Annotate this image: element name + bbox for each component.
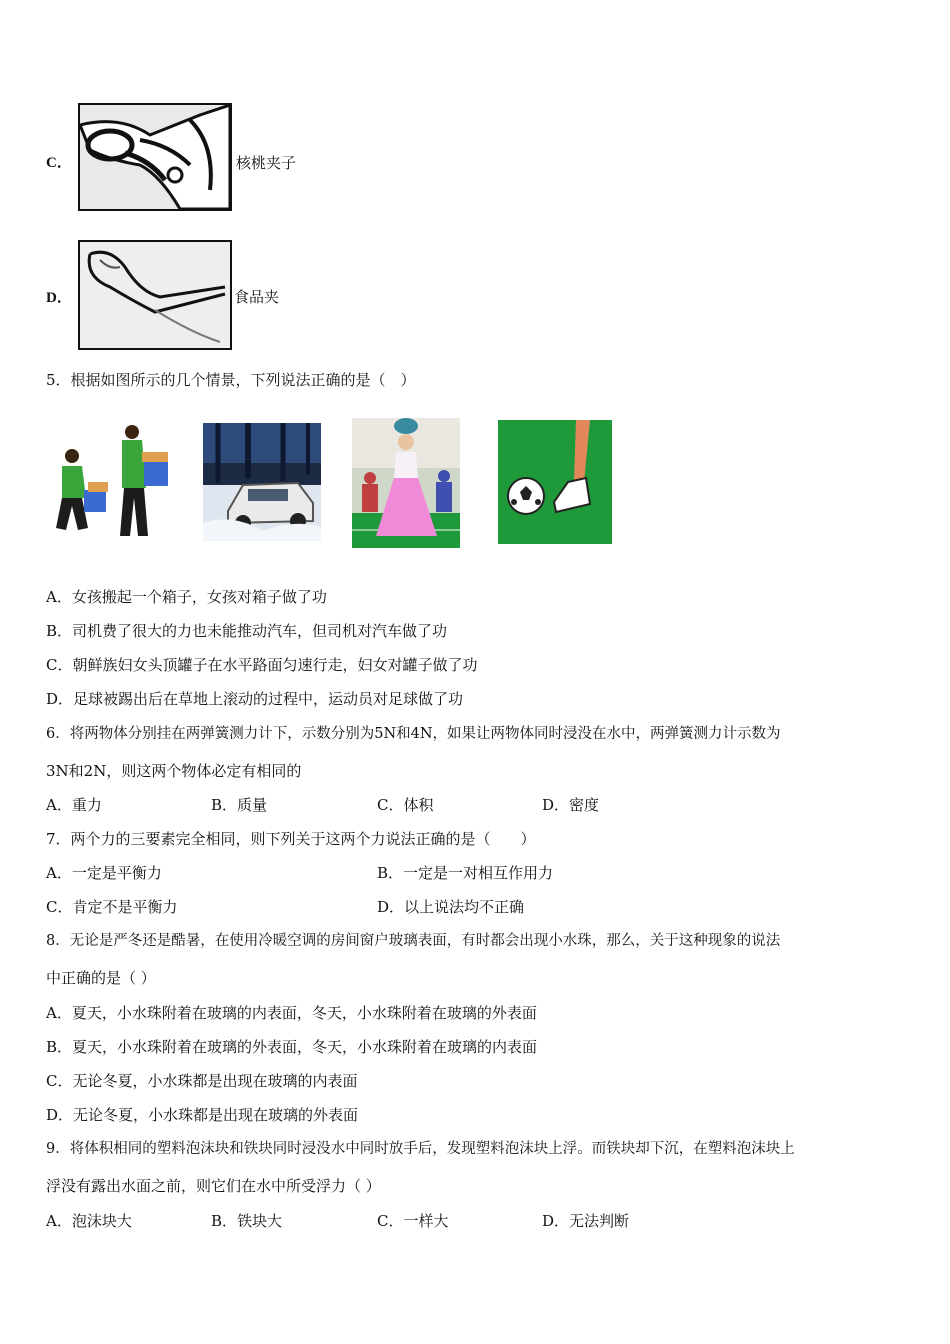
q6-option-c: C．体积	[377, 796, 434, 814]
food-tongs-image	[78, 240, 232, 350]
kicking-ball-image	[498, 420, 612, 544]
q5-option-c: C．朝鲜族妇女头顶罐子在水平路面匀速行走，妇女对罐子做了功	[46, 656, 478, 674]
q7-option-c: C．肯定不是平衡力	[46, 898, 178, 916]
woman-carrying-jar-image	[352, 418, 460, 548]
q5-stem: 5．根据如图所示的几个情景，下列说法正确的是（ ）	[46, 371, 416, 389]
q5-option-b: B．司机费了很大的力也未能推动汽车，但司机对汽车做了功	[46, 622, 448, 640]
girl-lifting-box-icon	[50, 418, 175, 543]
q9-option-c: C．一样大	[377, 1212, 449, 1230]
option-d-letter: D．	[46, 290, 72, 306]
kicking-ball-icon	[498, 420, 612, 544]
woman-carrying-jar-icon	[352, 418, 460, 548]
q7-option-b: B．一定是一对相互作用力	[377, 864, 554, 882]
q9-option-a: A．泡沫块大	[46, 1212, 132, 1230]
q7-stem: 7．两个力的三要素完全相同，则下列关于这两个力说法正确的是（ ）	[46, 830, 536, 848]
car-in-snow-image	[203, 423, 321, 541]
q9-stem-line1: 9．将体积相同的塑料泡沫块和铁块同时浸没水中同时放手后，发现塑料泡沫块上浮。而铁块却下沉，在塑料泡沫块上	[46, 1141, 795, 1157]
option-c-caption: 核桃夹子	[236, 154, 297, 172]
food-tongs-icon	[80, 242, 230, 348]
q7-option-d: D．以上说法均不正确	[377, 898, 525, 916]
q8-stem-line2: 中正确的是（ ）	[46, 969, 156, 987]
option-c-letter: C．	[46, 155, 72, 171]
car-in-snow-icon	[203, 423, 321, 541]
q9-option-d: D．无法判断	[542, 1212, 630, 1230]
q6-option-d: D．密度	[542, 796, 600, 814]
q9-option-b: B．铁块大	[211, 1212, 283, 1230]
nutcracker-image	[78, 103, 232, 211]
q5-option-a: A．女孩搬起一个箱子，女孩对箱子做了功	[46, 588, 327, 606]
nutcracker-icon	[80, 105, 230, 209]
q8-option-d: D．无论冬夏，小水珠都是出现在玻璃的外表面	[46, 1106, 359, 1124]
q5-option-d: D．足球被踢出后在草地上滚动的过程中，运动员对足球做了功	[46, 690, 464, 708]
girl-lifting-box-image	[50, 418, 175, 543]
q6-stem-line2: 3N和2N，则这两个物体必定有相同的	[46, 762, 302, 780]
q8-option-a: A．夏天，小水珠附着在玻璃的内表面，冬天，小水珠附着在玻璃的外表面	[46, 1004, 537, 1022]
q6-stem-line1: 6．将两物体分别挂在两弹簧测力计下，示数分别为5N和4N，如果让两物体同时浸没在水中，两弹簧测力计示数为	[46, 726, 781, 742]
q6-option-b: B．质量	[211, 796, 268, 814]
q8-stem-line1: 8．无论是严冬还是酷暑，在使用冷暖空调的房间窗户玻璃表面，有时都会出现小水珠，那么，关于这种现象的说法	[46, 933, 781, 949]
q8-option-c: C．无论冬夏，小水珠都是出现在玻璃的内表面	[46, 1072, 358, 1090]
option-d-caption: 食品夹	[234, 288, 280, 306]
q8-option-b: B．夏天，小水珠附着在玻璃的外表面，冬天，小水珠附着在玻璃的内表面	[46, 1038, 538, 1056]
q7-option-a: A．一定是平衡力	[46, 864, 162, 882]
q9-stem-line2: 浮没有露出水面之前，则它们在水中所受浮力（ ）	[46, 1177, 381, 1195]
q6-option-a: A．重力	[46, 796, 102, 814]
